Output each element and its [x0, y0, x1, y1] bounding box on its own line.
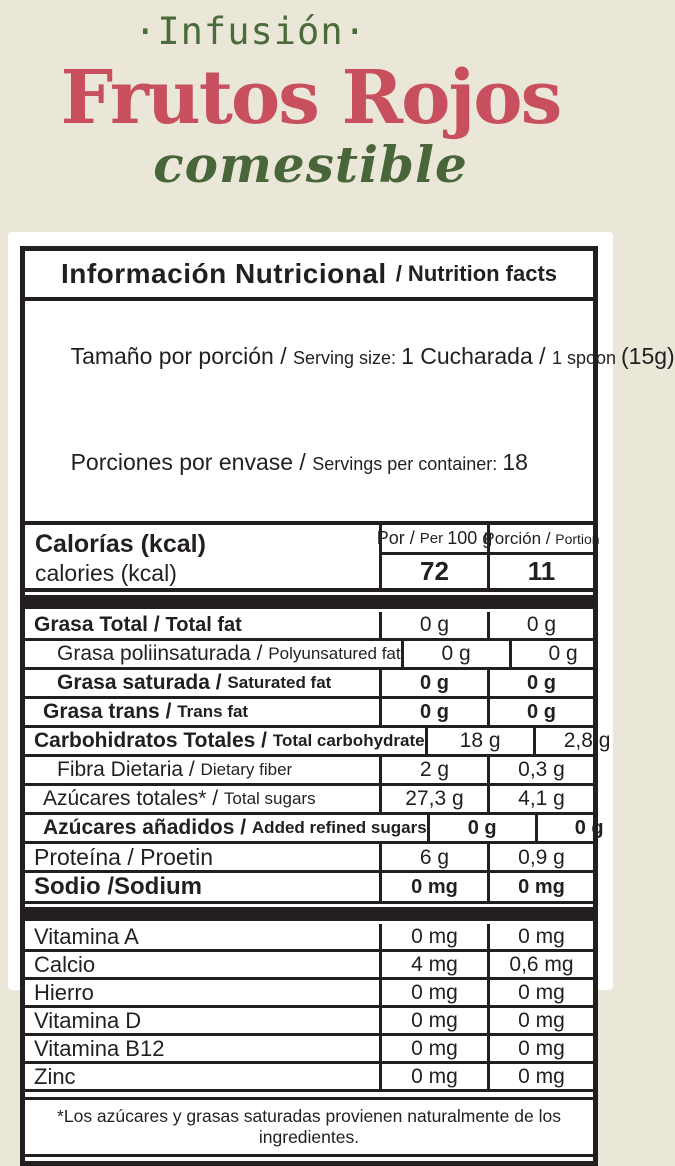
row-label-en: Saturated fat [227, 673, 332, 692]
row-value-per100: 0 g [379, 612, 487, 638]
row-value-portion: 0 g [509, 641, 615, 667]
table-row-added-sugars [25, 815, 604, 844]
row-label-en: Total fat [165, 613, 242, 636]
row-value-per100: 0 g [401, 641, 509, 667]
row-value-per100: 0 mg [379, 924, 487, 950]
row-label-en: Sodium [114, 873, 202, 900]
section-divider-band [25, 595, 593, 609]
row-label: Hierro [34, 980, 94, 1005]
row-label-en: Added refined sugars [251, 818, 427, 837]
serving-size-value-es: 1 Cucharada / [401, 343, 552, 369]
table-row-calcium [25, 952, 593, 980]
table-row-vitamin-d [25, 1008, 593, 1036]
nutrition-table [20, 246, 675, 1166]
row-label-en: Total sugars [223, 789, 316, 808]
row-label: Vitamina A [34, 924, 139, 949]
row-label-en: Dietary fiber [200, 760, 293, 779]
row-label-en: Total carbohydrate [272, 731, 425, 750]
row-value-portion: 0,6 mg [487, 952, 593, 978]
row-value-portion: 0 g [487, 612, 593, 638]
table-row-zinc [25, 1064, 593, 1092]
servings-en: Servings per container: [312, 454, 503, 474]
row-label-es: Fibra Dietaria / [57, 758, 201, 781]
calories-section [25, 525, 600, 592]
column-header-per-100g [376, 525, 493, 555]
row-label-en: Proetin [140, 844, 213, 870]
row-label: Zinc [34, 1064, 76, 1089]
serving-size-value-en: 1 spoon [551, 348, 621, 368]
servings-es: Porciones por envase / [70, 449, 313, 475]
row-value-per100: 0 mg [379, 980, 487, 1006]
table-row-dietary-fiber [25, 757, 593, 786]
calories-label-es: Calorías (kcal) [35, 530, 206, 558]
row-label-en: Polyunsatured fat [268, 644, 401, 663]
serving-info [25, 301, 675, 525]
table-row-polyunsaturated-fat [25, 641, 593, 670]
row-value-per100: 0 g [379, 699, 487, 725]
product-descriptor: comestible [153, 135, 468, 194]
serving-size-line [35, 305, 675, 411]
row-value-per100: 4 mg [379, 952, 487, 978]
row-value-per100: 27,3 g [379, 786, 487, 812]
nutrition-title [25, 251, 593, 301]
calories-label [25, 525, 379, 588]
footnote: *Los azúcares y grasas saturadas provienen naturalmente de los ingredientes. [25, 1097, 593, 1157]
col2-es: Porción / [483, 528, 556, 548]
row-value-per100: 0 mg [379, 1064, 487, 1090]
row-label: Vitamina B12 [34, 1036, 165, 1061]
section-divider-band [25, 907, 593, 921]
row-value-portion: 4,1 g [487, 786, 593, 812]
table-row-total-fat [25, 612, 593, 641]
col2-en: Portion [555, 530, 600, 547]
row-value-portion: 0 mg [487, 1064, 593, 1090]
product-category: ·Infusión· [134, 10, 367, 53]
table-row-vitamin-b12 [25, 1036, 593, 1064]
row-value-per100: 2 g [379, 757, 487, 783]
table-row-sodium [25, 873, 593, 904]
table-row-total-sugars [25, 786, 593, 815]
row-value-portion: 0 g [487, 699, 593, 725]
row-value-portion: 0 g [487, 670, 593, 696]
row-value-portion: 2,8 g [533, 728, 639, 754]
table-row-total-carbohydrate [25, 728, 611, 757]
row-value-portion: 0,9 g [487, 844, 593, 871]
row-label-es: Carbohidratos Totales / [34, 729, 273, 752]
row-value-per100: 0 g [427, 815, 535, 841]
table-row-protein [25, 844, 593, 873]
row-label-es: Grasa trans / [43, 700, 178, 723]
row-label-es: Azúcares añadidos / [43, 816, 252, 839]
row-value-per100: 18 g [425, 728, 533, 754]
row-value-per100: 0 mg [379, 1036, 487, 1062]
row-value-portion: 0 mg [487, 924, 593, 950]
row-label-es: Grasa Total / [34, 613, 166, 636]
servings-per-container-line [35, 411, 593, 517]
row-label-es: Proteína / [34, 844, 141, 870]
row-label: Calcio [34, 952, 96, 977]
col1-en: Per [419, 530, 448, 547]
row-value-portion: 0,3 g [487, 757, 593, 783]
servings-count: 18 [502, 449, 528, 475]
row-value-portion: 0 mg [487, 980, 593, 1006]
serving-size-weight: (15g) [621, 343, 675, 369]
brand-header [0, 0, 621, 194]
row-value-per100: 0 mg [379, 1008, 487, 1034]
nutrition-panel [8, 232, 675, 1147]
row-label-es: Azúcares totales* / [43, 787, 224, 810]
calories-per-portion: 11 [487, 555, 593, 588]
row-value-portion: 0 mg [487, 1036, 593, 1062]
product-name: Frutos Rojos [60, 55, 561, 141]
row-label-en: Trans fat [177, 702, 249, 721]
row-label: Vitamina D [34, 1008, 142, 1033]
table-row-saturated-fat [25, 670, 593, 699]
table-row-iron [25, 980, 593, 1008]
nutrition-title-es: Información Nutricional [60, 258, 387, 289]
col1-unit: 100 g [447, 528, 493, 548]
col1-es: Por / [376, 528, 420, 548]
row-value-per100: 0 mg [379, 873, 487, 901]
column-header-portion [483, 525, 600, 555]
serving-size-en: Serving size: [293, 348, 402, 368]
row-label-es: Sodio / [34, 873, 114, 900]
row-label-es: Grasa saturada / [57, 671, 228, 694]
nutrition-title-en: / Nutrition facts [395, 261, 558, 286]
row-value-portion: 0 mg [487, 873, 593, 901]
serving-size-es: Tamaño por porción / [70, 343, 294, 369]
row-value-portion: 0 g [535, 815, 641, 841]
calories-label-en: calories (kcal) [35, 560, 177, 586]
row-label-es: Grasa poliinsaturada / [57, 642, 269, 665]
calories-per-100g: 72 [379, 555, 487, 588]
row-value-per100: 0 g [379, 670, 487, 696]
row-value-per100: 6 g [379, 844, 487, 871]
table-row-vitamin-a [25, 924, 593, 952]
table-row-trans-fat [25, 699, 593, 728]
row-value-portion: 0 mg [487, 1008, 593, 1034]
